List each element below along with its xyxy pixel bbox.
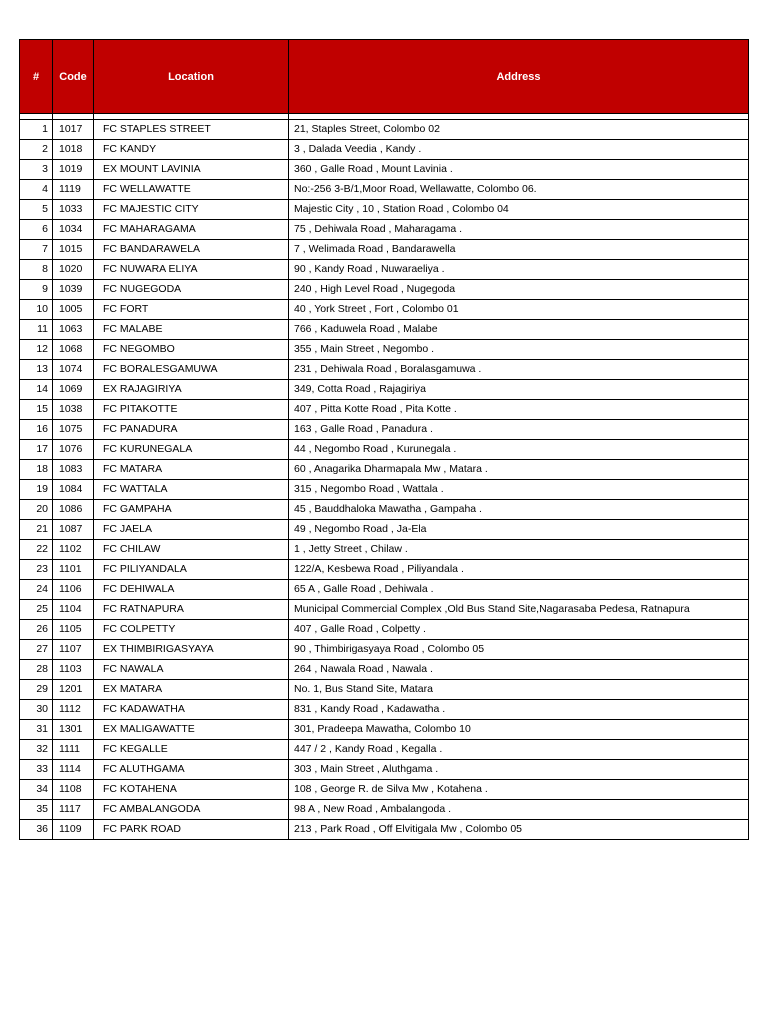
row-address: 447 / 2 , Kandy Road , Kegalla . — [289, 740, 749, 760]
table-row — [20, 540, 749, 560]
row-code: 1086 — [53, 500, 94, 520]
table-row — [20, 780, 749, 800]
row-location: FC MAJESTIC CITY — [94, 200, 289, 220]
row-number: 29 — [20, 680, 53, 700]
row-address: No. 1, Bus Stand Site, Matara — [289, 680, 749, 700]
table-row — [20, 440, 749, 460]
row-number: 22 — [20, 540, 53, 560]
row-code: 1015 — [53, 240, 94, 260]
row-number: 26 — [20, 620, 53, 640]
row-code: 1074 — [53, 360, 94, 380]
row-code: 1034 — [53, 220, 94, 240]
table-row — [20, 180, 749, 200]
row-address: No:-256 3-B/1,Moor Road, Wellawatte, Colombo 06. — [289, 180, 749, 200]
table-row — [20, 140, 749, 160]
table-row — [20, 660, 749, 680]
row-location: FC KANDY — [94, 140, 289, 160]
header-address: Address — [289, 40, 749, 114]
row-location: FC KOTAHENA — [94, 780, 289, 800]
row-number: 27 — [20, 640, 53, 660]
row-number: 16 — [20, 420, 53, 440]
row-location: FC MATARA — [94, 460, 289, 480]
row-location: FC KEGALLE — [94, 740, 289, 760]
row-number: 3 — [20, 160, 53, 180]
row-code: 1087 — [53, 520, 94, 540]
row-code: 1076 — [53, 440, 94, 460]
row-number: 35 — [20, 800, 53, 820]
row-number: 31 — [20, 720, 53, 740]
header-num: # — [20, 40, 53, 114]
row-number: 28 — [20, 660, 53, 680]
table-row — [20, 160, 749, 180]
row-code: 1112 — [53, 700, 94, 720]
table-row — [20, 300, 749, 320]
row-address: 240 , High Level Road , Nugegoda — [289, 280, 749, 300]
table-row — [20, 820, 749, 840]
row-number: 17 — [20, 440, 53, 460]
row-location: FC GAMPAHA — [94, 500, 289, 520]
table-row — [20, 800, 749, 820]
row-location: FC STAPLES STREET — [94, 120, 289, 140]
row-address: 264 , Nawala Road , Nawala . — [289, 660, 749, 680]
row-address: 163 , Galle Road , Panadura . — [289, 420, 749, 440]
row-address: 407 , Pitta Kotte Road , Pita Kotte . — [289, 400, 749, 420]
row-number: 36 — [20, 820, 53, 840]
table-row — [20, 280, 749, 300]
row-location: FC MALABE — [94, 320, 289, 340]
row-location: EX THIMBIRIGASYAYA — [94, 640, 289, 660]
row-location: FC MAHARAGAMA — [94, 220, 289, 240]
table-row — [20, 620, 749, 640]
row-number: 11 — [20, 320, 53, 340]
row-number: 13 — [20, 360, 53, 380]
row-code: 1017 — [53, 120, 94, 140]
row-address: 213 , Park Road , Off Elvitigala Mw , Colombo 05 — [289, 820, 749, 840]
row-number: 14 — [20, 380, 53, 400]
row-location: FC BORALESGAMUWA — [94, 360, 289, 380]
row-address: 40 , York Street , Fort , Colombo 01 — [289, 300, 749, 320]
locations-table — [19, 39, 749, 840]
table-row — [20, 380, 749, 400]
row-code: 1104 — [53, 600, 94, 620]
row-location: EX MATARA — [94, 680, 289, 700]
row-location: EX MALIGAWATTE — [94, 720, 289, 740]
row-code: 1201 — [53, 680, 94, 700]
row-code: 1018 — [53, 140, 94, 160]
row-code: 1020 — [53, 260, 94, 280]
table-row — [20, 740, 749, 760]
row-number: 30 — [20, 700, 53, 720]
row-address: 349, Cotta Road , Rajagiriya — [289, 380, 749, 400]
row-code: 1069 — [53, 380, 94, 400]
row-location: FC PANADURA — [94, 420, 289, 440]
header-location: Location — [94, 40, 289, 114]
row-number: 4 — [20, 180, 53, 200]
row-number: 6 — [20, 220, 53, 240]
table-row — [20, 220, 749, 240]
row-address: 98 A , New Road , Ambalangoda . — [289, 800, 749, 820]
row-number: 34 — [20, 780, 53, 800]
row-code: 1301 — [53, 720, 94, 740]
row-code: 1109 — [53, 820, 94, 840]
table-row — [20, 580, 749, 600]
row-number: 12 — [20, 340, 53, 360]
row-address: Majestic City , 10 , Station Road , Colombo 04 — [289, 200, 749, 220]
row-location: EX RAJAGIRIYA — [94, 380, 289, 400]
row-code: 1038 — [53, 400, 94, 420]
row-location: FC BANDARAWELA — [94, 240, 289, 260]
row-address: 7 , Welimada Road , Bandarawella — [289, 240, 749, 260]
table-row — [20, 460, 749, 480]
row-number: 15 — [20, 400, 53, 420]
row-code: 1063 — [53, 320, 94, 340]
row-location: FC WATTALA — [94, 480, 289, 500]
row-address: 75 , Dehiwala Road , Maharagama . — [289, 220, 749, 240]
table-row — [20, 420, 749, 440]
row-code: 1068 — [53, 340, 94, 360]
row-code: 1108 — [53, 780, 94, 800]
row-location: FC CHILAW — [94, 540, 289, 560]
table-row — [20, 320, 749, 340]
row-address: 108 , George R. de Silva Mw , Kotahena . — [289, 780, 749, 800]
row-address: 303 , Main Street , Aluthgama . — [289, 760, 749, 780]
row-number: 1 — [20, 120, 53, 140]
row-code: 1114 — [53, 760, 94, 780]
row-location: FC KADAWATHA — [94, 700, 289, 720]
row-number: 24 — [20, 580, 53, 600]
table-row — [20, 500, 749, 520]
row-code: 1019 — [53, 160, 94, 180]
table-row — [20, 760, 749, 780]
row-address: 122/A, Kesbewa Road , Piliyandala . — [289, 560, 749, 580]
row-code: 1083 — [53, 460, 94, 480]
row-number: 5 — [20, 200, 53, 220]
row-address: Municipal Commercial Complex ,Old Bus Stand Site,Nagarasaba Pedesa, Ratnapura — [289, 600, 749, 620]
row-code: 1111 — [53, 740, 94, 760]
row-location: EX MOUNT LAVINIA — [94, 160, 289, 180]
row-code: 1106 — [53, 580, 94, 600]
table-row — [20, 640, 749, 660]
row-location: FC COLPETTY — [94, 620, 289, 640]
table-row — [20, 600, 749, 620]
row-number: 2 — [20, 140, 53, 160]
table-body — [20, 114, 749, 840]
row-number: 32 — [20, 740, 53, 760]
row-location: FC PILIYANDALA — [94, 560, 289, 580]
row-address: 831 , Kandy Road , Kadawatha . — [289, 700, 749, 720]
row-address: 65 A , Galle Road , Dehiwala . — [289, 580, 749, 600]
table-row — [20, 340, 749, 360]
table-header — [20, 40, 749, 114]
table-row — [20, 240, 749, 260]
row-address: 60 , Anagarika Dharmapala Mw , Matara . — [289, 460, 749, 480]
table-row — [20, 200, 749, 220]
row-number: 20 — [20, 500, 53, 520]
table-row — [20, 120, 749, 140]
row-location: FC DEHIWALA — [94, 580, 289, 600]
row-code: 1102 — [53, 540, 94, 560]
row-code: 1005 — [53, 300, 94, 320]
row-location: FC WELLAWATTE — [94, 180, 289, 200]
table-row — [20, 400, 749, 420]
table-row — [20, 560, 749, 580]
header-code: Code — [53, 40, 94, 114]
row-address: 407 , Galle Road , Colpetty . — [289, 620, 749, 640]
table-row — [20, 700, 749, 720]
row-location: FC ALUTHGAMA — [94, 760, 289, 780]
row-number: 18 — [20, 460, 53, 480]
row-location: FC FORT — [94, 300, 289, 320]
row-number: 21 — [20, 520, 53, 540]
table-row — [20, 360, 749, 380]
table-row — [20, 680, 749, 700]
row-number: 9 — [20, 280, 53, 300]
row-number: 7 — [20, 240, 53, 260]
row-code: 1119 — [53, 180, 94, 200]
row-address: 44 , Negombo Road , Kurunegala . — [289, 440, 749, 460]
row-address: 90 , Thimbirigasyaya Road , Colombo 05 — [289, 640, 749, 660]
row-location: FC RATNAPURA — [94, 600, 289, 620]
row-location: FC NEGOMBO — [94, 340, 289, 360]
row-number: 25 — [20, 600, 53, 620]
row-code: 1075 — [53, 420, 94, 440]
row-address: 3 , Dalada Veedia , Kandy . — [289, 140, 749, 160]
row-address: 231 , Dehiwala Road , Boralasgamuwa . — [289, 360, 749, 380]
row-address: 49 , Negombo Road , Ja-Ela — [289, 520, 749, 540]
row-number: 33 — [20, 760, 53, 780]
row-location: FC AMBALANGODA — [94, 800, 289, 820]
row-number: 10 — [20, 300, 53, 320]
row-location: FC NUWARA ELIYA — [94, 260, 289, 280]
row-code: 1033 — [53, 200, 94, 220]
row-location: FC JAELA — [94, 520, 289, 540]
row-location: FC PITAKOTTE — [94, 400, 289, 420]
row-code: 1117 — [53, 800, 94, 820]
row-address: 315 , Negombo Road , Wattala . — [289, 480, 749, 500]
row-address: 90 , Kandy Road , Nuwaraeliya . — [289, 260, 749, 280]
row-number: 19 — [20, 480, 53, 500]
row-address: 360 , Galle Road , Mount Lavinia . — [289, 160, 749, 180]
row-number: 8 — [20, 260, 53, 280]
row-code: 1107 — [53, 640, 94, 660]
row-location: FC PARK ROAD — [94, 820, 289, 840]
row-code: 1103 — [53, 660, 94, 680]
row-address: 355 , Main Street , Negombo . — [289, 340, 749, 360]
row-address: 766 , Kaduwela Road , Malabe — [289, 320, 749, 340]
row-location: FC NAWALA — [94, 660, 289, 680]
row-code: 1039 — [53, 280, 94, 300]
row-code: 1084 — [53, 480, 94, 500]
row-number: 23 — [20, 560, 53, 580]
table-row — [20, 480, 749, 500]
row-code: 1105 — [53, 620, 94, 640]
row-code: 1101 — [53, 560, 94, 580]
row-address: 45 , Bauddhaloka Mawatha , Gampaha . — [289, 500, 749, 520]
table-row — [20, 520, 749, 540]
row-address: 301, Pradeepa Mawatha, Colombo 10 — [289, 720, 749, 740]
row-address: 21, Staples Street, Colombo 02 — [289, 120, 749, 140]
table-row — [20, 720, 749, 740]
table-row — [20, 260, 749, 280]
row-location: FC KURUNEGALA — [94, 440, 289, 460]
row-location: FC NUGEGODA — [94, 280, 289, 300]
row-address: 1 , Jetty Street , Chilaw . — [289, 540, 749, 560]
